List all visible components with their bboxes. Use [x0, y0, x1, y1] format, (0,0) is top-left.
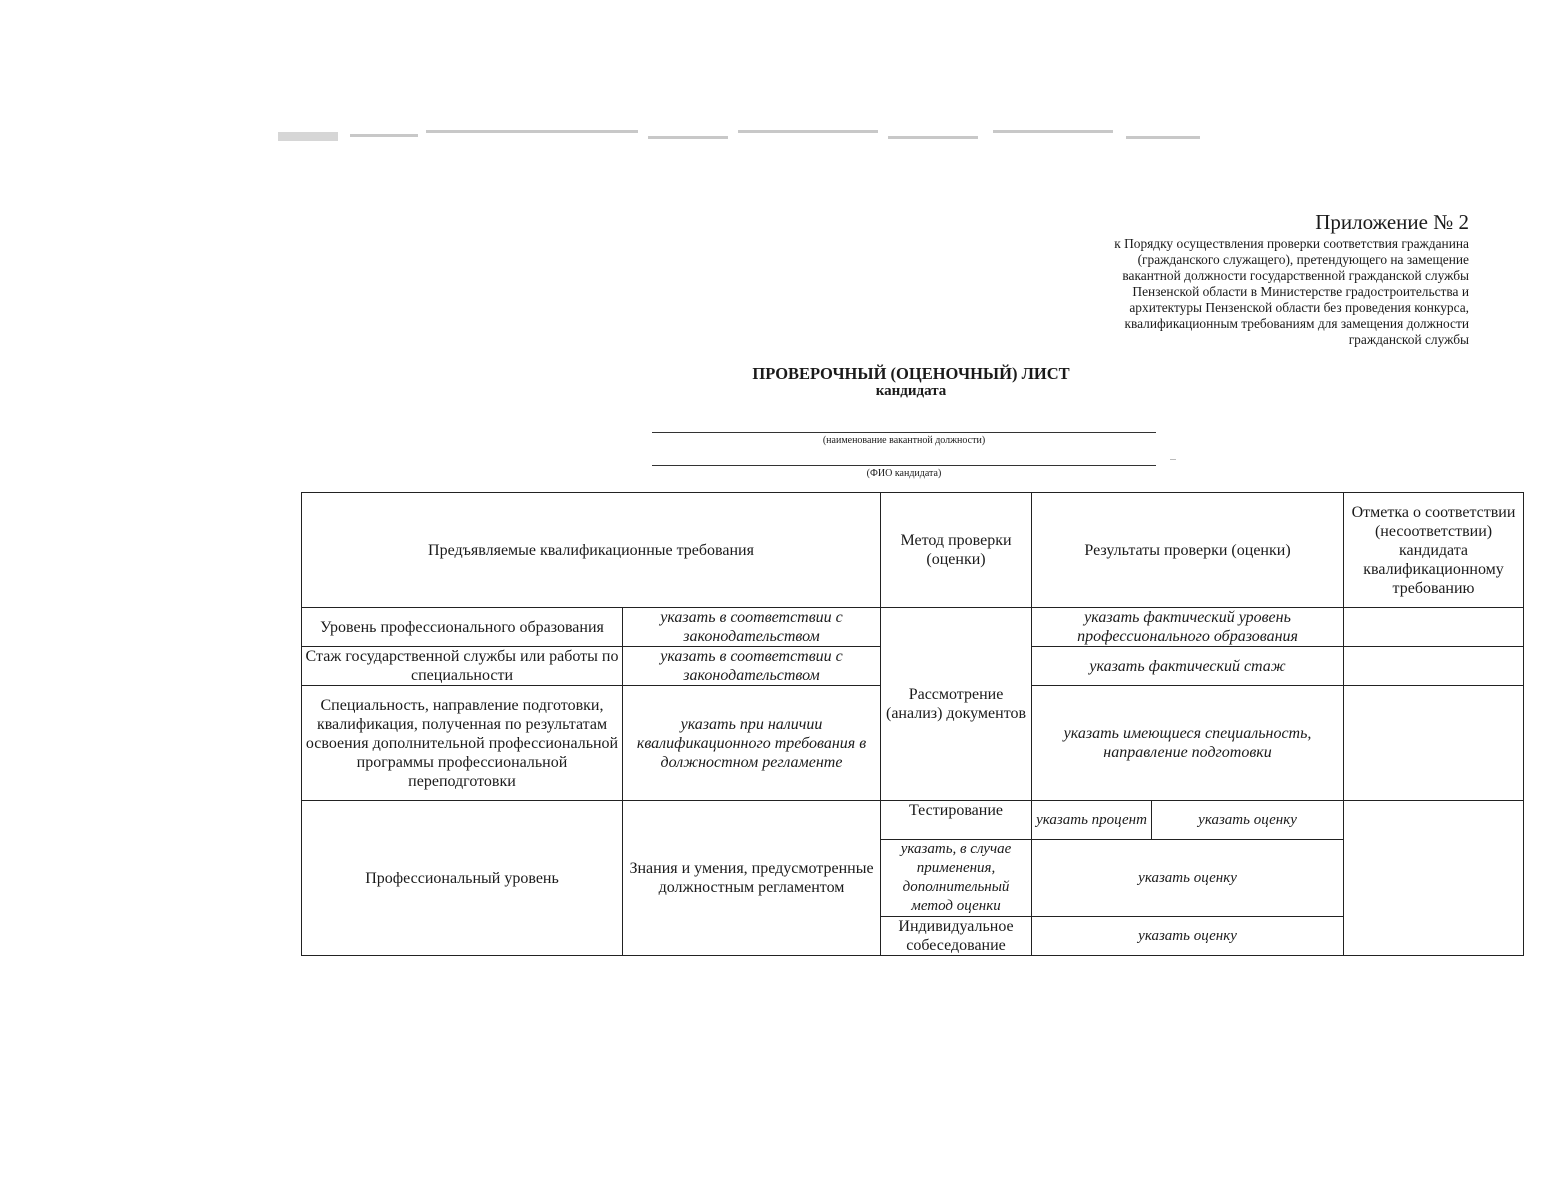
documents-method-cell: Рассмотрение (анализ) документов — [881, 608, 1032, 801]
position-caption: (наименование вакантной должности) — [822, 435, 986, 446]
specification-cell: указать при наличии квалификационного требования в должностном регламенте — [623, 686, 881, 801]
annex-line: вакантной должности государственной гражданской службы — [1122, 268, 1469, 283]
mark-cell — [1344, 608, 1524, 647]
interview-method-cell: Индивидуальное собеседование — [881, 917, 1032, 956]
result-cell: указать фактический уровень профессионального образования — [1032, 608, 1344, 647]
scan-artifact-strip — [278, 126, 1200, 146]
table-header-row — [302, 493, 1524, 608]
header-mark: Отметка о соответствии (несоответствии) кандидата квалификационному требованию — [1344, 493, 1524, 608]
testing-percent-cell: указать процент — [1032, 801, 1152, 840]
additional-score-cell: указать оценку — [1032, 840, 1344, 917]
testing-score-cell: указать оценку — [1152, 801, 1344, 840]
annex-title: Приложение № 2 — [1315, 210, 1469, 234]
mark-cell — [1344, 647, 1524, 686]
header-requirements: Предъявляемые квалификационные требования — [302, 493, 881, 608]
document-title-block — [611, 364, 1211, 400]
header-method: Метод проверки (оценки) — [881, 493, 1032, 608]
annex-block — [1009, 208, 1469, 348]
result-cell: указать фактический стаж — [1032, 647, 1344, 686]
additional-method-cell: указать, в случае применения, дополнительный метод оценки — [881, 840, 1032, 917]
evaluation-table — [301, 492, 1524, 956]
annex-reference — [1009, 236, 1469, 348]
annex-line: к Порядку осуществления проверки соответствия гражданина — [1114, 236, 1469, 251]
requirement-cell: Уровень профессионального образования — [302, 608, 623, 647]
candidate-fill-line — [652, 465, 1156, 466]
specification-cell: указать в соответствии с законодательством — [623, 608, 881, 647]
testing-method-cell: Тестирование — [881, 801, 1032, 840]
specification-cell: указать в соответствии с законодательством — [623, 647, 881, 686]
annex-line: (гражданского служащего), претендующего на замещение — [1137, 252, 1469, 267]
table-row — [302, 801, 1524, 840]
professional-mark-cell — [1344, 801, 1524, 956]
document-title: ПРОВЕРОЧНЫЙ (ОЦЕНОЧНЫЙ) ЛИСТ — [752, 364, 1070, 383]
requirement-cell: Стаж государственной службы или работы по специальности — [302, 647, 623, 686]
document-subtitle: кандидата — [875, 383, 947, 399]
annex-line: квалификационным требованиям для замещения должности — [1124, 316, 1469, 331]
professional-requirement-cell: Профессиональный уровень — [302, 801, 623, 956]
professional-specification-cell: Знания и умения, предусмотренные должностным регламентом — [623, 801, 881, 956]
position-fill-line — [652, 432, 1156, 433]
table-row — [302, 608, 1524, 647]
annex-line: Пензенской области в Министерстве градостроительства и — [1132, 284, 1469, 299]
requirement-cell: Специальность, направление подготовки, квалификация, полученная по результатам освоения дополнительной профессиональной программы профессиональной переподготовки — [302, 686, 623, 801]
result-cell: указать имеющиеся специальность, направление подготовки — [1032, 686, 1344, 801]
scan-speck — [1170, 459, 1176, 460]
header-results: Результаты проверки (оценки) — [1032, 493, 1344, 608]
annex-line: гражданской службы — [1348, 332, 1469, 347]
interview-score-cell: указать оценку — [1032, 917, 1344, 956]
mark-cell — [1344, 686, 1524, 801]
candidate-caption: (ФИО кандидата) — [866, 468, 942, 479]
annex-line: архитектуры Пензенской области без проведения конкурса, — [1129, 300, 1469, 315]
